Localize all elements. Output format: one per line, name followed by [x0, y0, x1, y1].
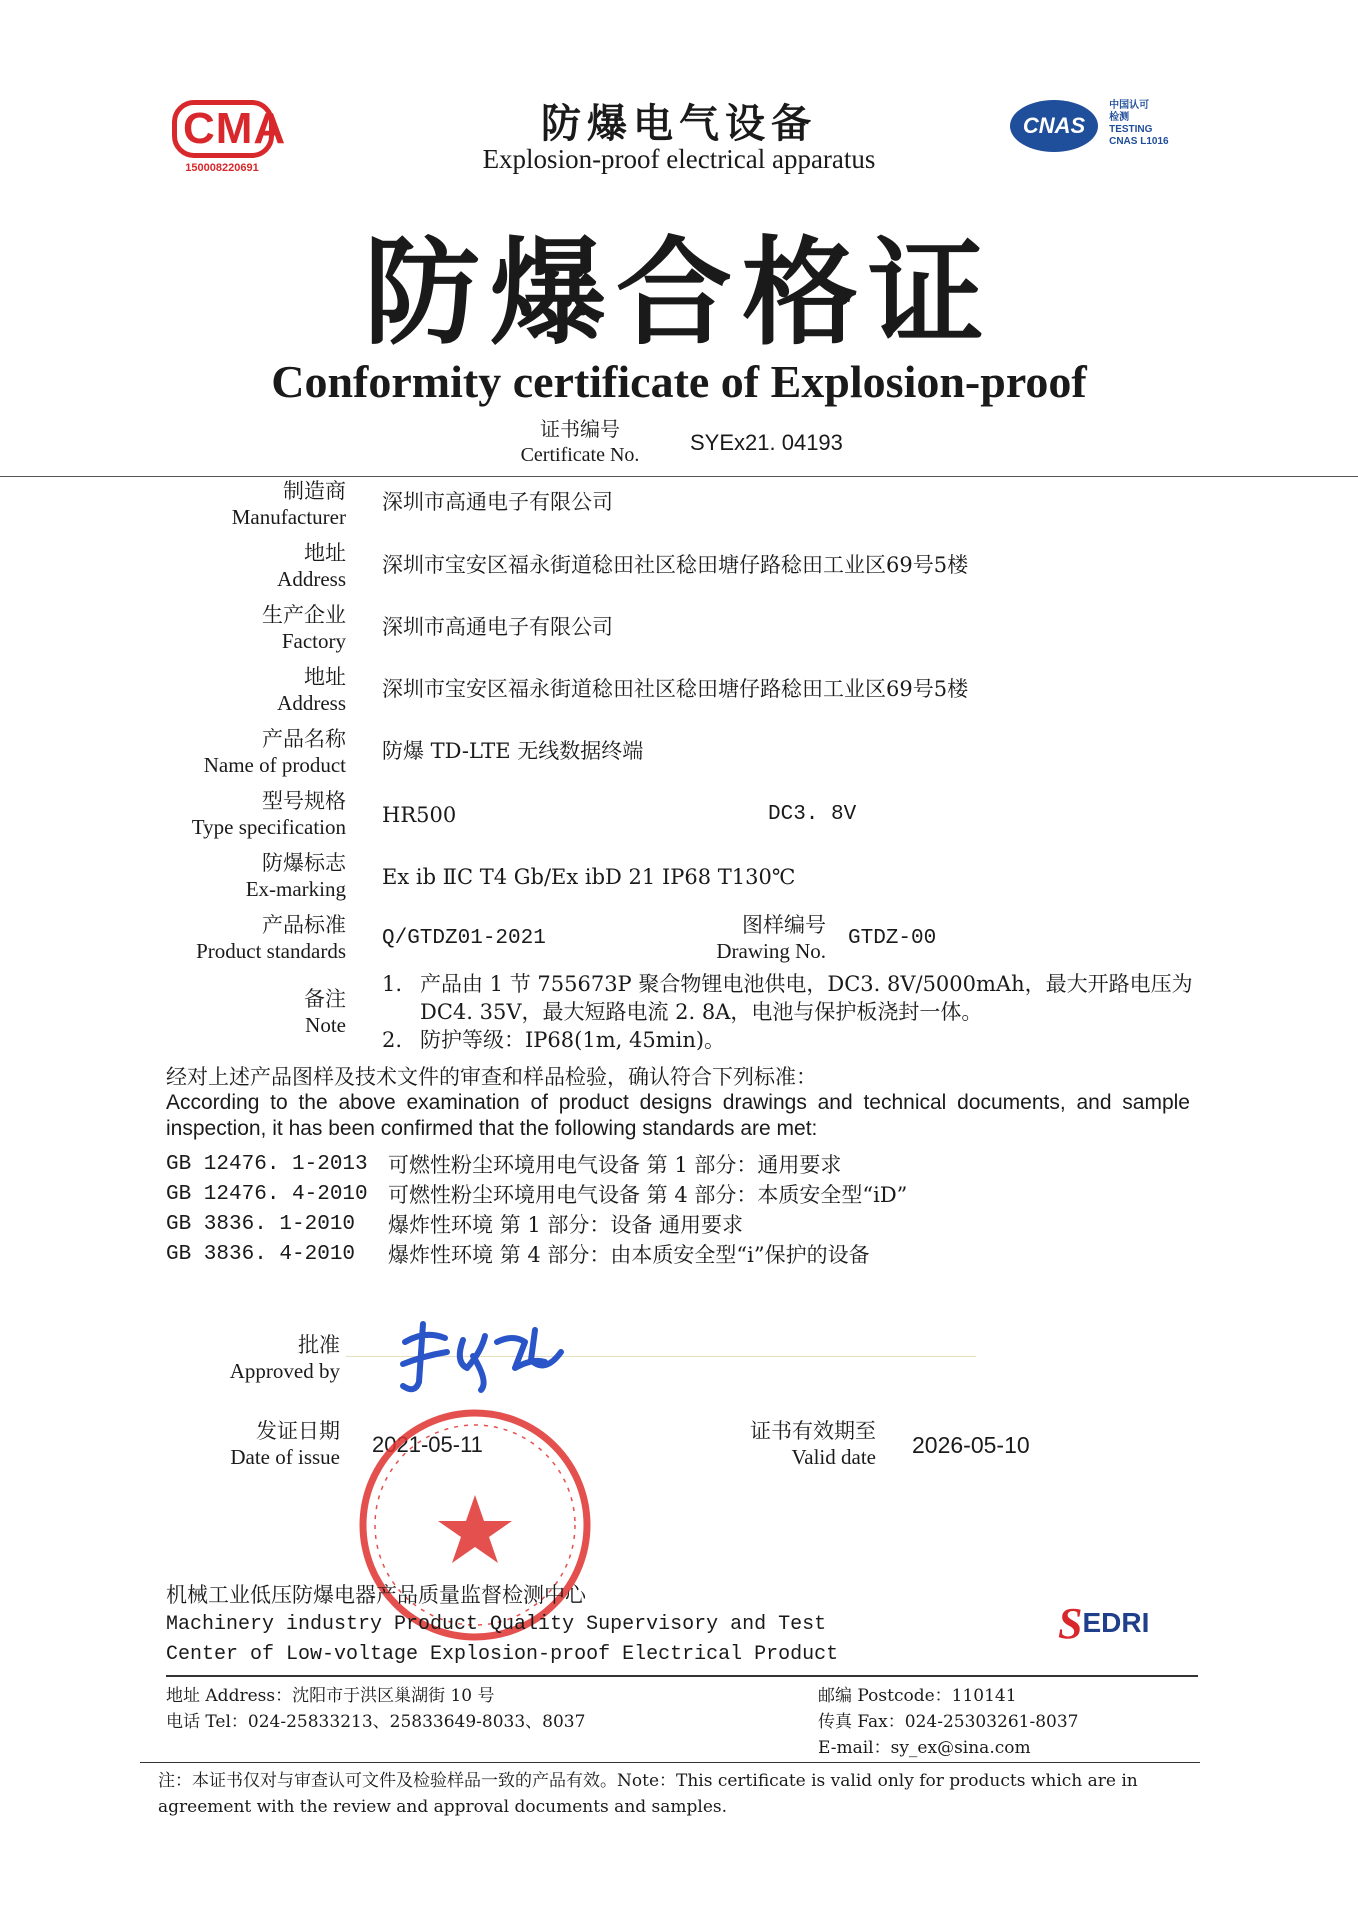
subtitle-en: Explosion-proof electrical apparatus: [482, 144, 876, 174]
edri-logo-text: EDRI: [1082, 1607, 1150, 1638]
note-text: 产品由 1 节 755673P 聚合物锂电池供电，DC3. 8V/5000mAh，最大开路电压为: [420, 972, 1193, 996]
standard-row: [166, 1210, 1066, 1240]
drawing-no-value: GTDZ-00: [848, 927, 937, 950]
ex-marking-label-cn: 防爆标志: [262, 851, 346, 875]
certificate-number-label-cn: 证书编号: [540, 417, 620, 441]
product-name-label: [150, 726, 346, 778]
product-standards-label-cn: 产品标准: [262, 913, 346, 937]
address2-label-cn: 地址: [304, 665, 346, 689]
edri-logo-mark-icon: S: [1058, 1599, 1083, 1648]
product-name-label-cn: 产品名称: [262, 727, 346, 751]
standard-row: [166, 1150, 1066, 1180]
contact-left: [166, 1683, 585, 1735]
approved-by-label-cn: 批准: [298, 1333, 340, 1357]
ex-marking-value: Ex ib ⅡC T4 Gb/Ex ibD 21 IP68 T130℃: [382, 865, 796, 889]
address1-label-en: Address: [277, 567, 346, 591]
organization-en-line2: Center of Low-voltage Explosion-proof Electrical Product: [166, 1643, 839, 1666]
address2-value: 深圳市宝安区福永街道稔田社区稔田塘仔路稔田工业区69号5楼: [382, 677, 969, 701]
note-number: 2.: [382, 1028, 403, 1052]
cnas-line4: CNAS L1016: [1109, 136, 1169, 147]
cnas-line2: 检测: [1109, 112, 1130, 123]
standard-title: 可燃性粉尘环境用电气设备 第 1 部分：通用要求: [388, 1153, 842, 1177]
contact-tel: 电话 Tel：024-25833213、25833649-8033、8037: [166, 1712, 586, 1732]
statement-en-line1: According to the above examination of product designs drawings and technical documents, and sample: [166, 1091, 1190, 1114]
manufacturer-value: 深圳市高通电子有限公司: [382, 490, 613, 514]
ex-marking-label: [150, 850, 346, 902]
standard-code: GB 3836. 4-2010: [166, 1243, 356, 1266]
standards-list: [166, 1150, 1066, 1270]
type-spec-value: HR500: [382, 803, 457, 827]
note-label-en: Note: [305, 1013, 346, 1037]
manufacturer-label-cn: 制造商: [283, 479, 346, 503]
standard-code: GB 12476. 4-2010: [166, 1183, 368, 1206]
manufacturer-label: [150, 478, 346, 530]
issue-date-label-cn: 发证日期: [256, 1419, 340, 1443]
conformity-statement: [166, 1064, 1190, 1142]
note-text: 防护等级：IP68(1m, 45min)。: [420, 1028, 726, 1052]
certificate-number-label: [500, 416, 660, 468]
footnote-line2: agreement with the review and approval documents and samples.: [158, 1797, 728, 1817]
page-title-en: Conformity certificate of Explosion-proof: [271, 356, 1087, 407]
standard-title: 爆炸性环境 第 1 部分：设备 通用要求: [388, 1213, 744, 1237]
issue-date-label-en: Date of issue: [230, 1445, 340, 1469]
issue-date-label: [150, 1418, 340, 1470]
contact-address: 地址 Address：沈阳市于洪区巢湖街 10 号: [166, 1686, 495, 1706]
valid-date-label-en: Valid date: [791, 1445, 876, 1469]
cnas-line1: 中国认可: [1109, 100, 1150, 111]
footnote-line1: 注：本证书仅对与审查认可文件及检验样品一致的产品有效。Note：This certificate is valid only for products which are in: [158, 1771, 1138, 1791]
type-spec-label-cn: 型号规格: [262, 789, 346, 813]
type-spec-label-en: Type specification: [191, 815, 346, 839]
certificate-number: SYEx21. 04193: [690, 430, 843, 455]
product-standards-label: [150, 912, 346, 964]
divider: [140, 1762, 1200, 1763]
standard-row: [166, 1240, 1066, 1270]
stamp-star-icon: [438, 1495, 512, 1563]
standard-title: 爆炸性环境 第 4 部分：由本质安全型“i”保护的设备: [388, 1243, 870, 1267]
factory-value: 深圳市高通电子有限公司: [382, 615, 613, 639]
certificate-number-label-en: Certificate No.: [520, 444, 640, 466]
product-standards-value: Q/GTDZ01-2021: [382, 927, 546, 950]
subtitle-cn: 防爆电气设备: [541, 100, 817, 147]
contact-postcode: 邮编 Postcode：110141: [818, 1686, 1017, 1706]
standard-code: GB 12476. 1-2013: [166, 1153, 368, 1176]
organization-cn: 机械工业低压防爆电器产品质量监督检测中心: [166, 1583, 586, 1607]
approved-by-label-en: Approved by: [229, 1359, 340, 1383]
contact-fax: 传真 Fax：024-25303261-8037: [818, 1712, 1079, 1732]
factory-label: [150, 602, 346, 654]
note-list: [382, 970, 1202, 1054]
signature: [385, 1312, 575, 1402]
factory-label-en: Factory: [281, 629, 346, 653]
note-text: DC4. 35V，最大短路电流 2. 8A，电池与保护板浇封一体。: [420, 1000, 983, 1024]
product-name-value: 防爆 TD-LTE 无线数据终端: [382, 739, 644, 763]
type-spec-voltage: DC3. 8V: [768, 803, 857, 826]
approved-by-label: [150, 1332, 340, 1384]
organization-en-line1: Machinery industry Product Quality Supervisory and Test: [166, 1613, 827, 1636]
divider: [166, 1675, 1198, 1677]
statement-cn: 经对上述产品图样及技术文件的审查和样品检验，确认符合下列标准：: [166, 1065, 817, 1089]
product-name-label-en: Name of product: [203, 753, 346, 777]
cnas-line3: TESTING: [1109, 124, 1153, 135]
address1-label: [150, 540, 346, 592]
drawing-no-label-cn: 图样编号: [742, 913, 826, 937]
product-standards-label-en: Product standards: [196, 939, 346, 963]
drawing-no-label: [630, 912, 826, 964]
note-label-cn: 备注: [304, 987, 346, 1011]
address2-label-en: Address: [277, 691, 346, 715]
valid-date: 2026-05-10: [912, 1432, 1030, 1458]
valid-date-label: [680, 1418, 876, 1470]
note-number: 1.: [382, 972, 403, 996]
standard-code: GB 3836. 1-2010: [166, 1213, 356, 1236]
factory-label-cn: 生产企业: [262, 603, 346, 627]
note-item: [382, 970, 1202, 1026]
issuing-organization: [166, 1580, 1006, 1670]
ex-marking-label-en: Ex-marking: [245, 877, 346, 901]
standard-row: [166, 1180, 1066, 1210]
address2-label: [150, 664, 346, 716]
cnas-logo-mark: CNAS: [1010, 100, 1098, 152]
address1-value: 深圳市宝安区福永街道稔田社区稔田塘仔路稔田工业区69号5楼: [382, 553, 969, 577]
drawing-no-label-en: Drawing No.: [716, 939, 826, 963]
edri-logo: [1058, 1598, 1198, 1658]
manufacturer-label-en: Manufacturer: [231, 505, 346, 529]
issue-date: 2021-05-11: [372, 1432, 483, 1457]
contact-right: [818, 1683, 1079, 1761]
cma-logo-mark: CMA: [172, 100, 274, 158]
address1-label-cn: 地址: [304, 541, 346, 565]
type-spec-label: [150, 788, 346, 840]
valid-date-label-cn: 证书有效期至: [750, 1419, 876, 1443]
note-item: [382, 1026, 1202, 1054]
page-title-cn: 防爆合格证: [364, 225, 994, 361]
standard-title: 可燃性粉尘环境用电气设备 第 4 部分：本质安全型“iD”: [388, 1183, 908, 1207]
statement-en-line2: inspection, it has been confirmed that the following standards are met:: [166, 1117, 818, 1140]
contact-email: E-mail：sy_ex@sina.com: [818, 1738, 1031, 1758]
note-label: [150, 986, 346, 1038]
footnote: [158, 1768, 1178, 1820]
divider: [0, 476, 1358, 477]
cma-number: 150008220691: [185, 162, 259, 174]
